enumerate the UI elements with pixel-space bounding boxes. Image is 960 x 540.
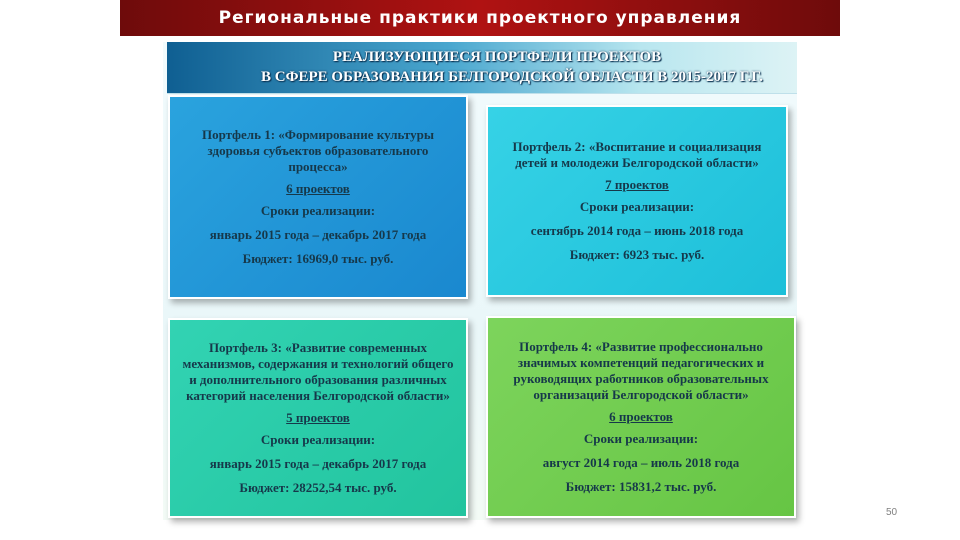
portfolio-title: Портфель 2: «Воспитание и социализация детей и молодежи Белгородской области» (512, 139, 762, 170)
portfolio-period: сентябрь 2014 года – июнь 2018 года (530, 223, 744, 238)
portfolio-period: август 2014 года – июль 2018 года (542, 455, 740, 470)
portfolio-card-3 (168, 318, 468, 518)
portfolio-projects-count: 7 проектов (605, 177, 669, 192)
portfolio-budget: Бюджет: 15831,2 тыс. руб. (565, 479, 717, 494)
portfolio-projects-count: 5 проектов (286, 410, 350, 425)
portfolio-period-label: Сроки реализации: (260, 203, 376, 218)
portfolio-card-2 (486, 105, 788, 297)
page-number: 50 (886, 507, 898, 518)
banner-title-line1: РЕАЛИЗУЮЩИЕСЯ ПОРТФЕЛИ ПРОЕКТОВ (332, 49, 662, 65)
header-bar (120, 0, 840, 36)
portfolio-projects-count: 6 проектов (609, 409, 673, 424)
portfolio-budget: Бюджет: 16969,0 тыс. руб. (242, 251, 394, 266)
portfolio-period-label: Сроки реализации: (583, 431, 699, 446)
portfolio-card-4 (486, 316, 796, 518)
portfolio-projects-count: 6 проектов (286, 181, 350, 196)
portfolio-budget: Бюджет: 28252,54 тыс. руб. (239, 480, 397, 495)
slide-title: Региональные практики проектного управления (218, 8, 742, 28)
portfolio-title: Портфель 1: «Формирование культуры здоровья субъектов образовательного процесса» (201, 127, 435, 174)
portfolio-period-label: Сроки реализации: (579, 199, 695, 214)
banner (167, 42, 797, 94)
portfolio-title: Портфель 3: «Развитие современных механизмов, содержания и технологий общего и дополнительного образования различных категорий населения Белгородской области» (182, 340, 454, 403)
portfolio-title: Портфель 4: «Развитие профессионально значимых компетенций педагогических и руководящих работников образовательных организаций Белгородской области» (513, 339, 769, 402)
portfolio-period: январь 2015 года – декабрь 2017 года (209, 456, 427, 471)
portfolio-card-1 (168, 95, 468, 299)
portfolio-period-label: Сроки реализации: (260, 432, 376, 447)
banner-title-line2: В СФЕРЕ ОБРАЗОВАНИЯ БЕЛГОРОДСКОЙ ОБЛАСТИ В 2015-2017 Г.Г. (261, 69, 763, 85)
portfolio-period: январь 2015 года – декабрь 2017 года (209, 227, 427, 242)
portfolio-budget: Бюджет: 6923 тыс. руб. (569, 247, 705, 262)
